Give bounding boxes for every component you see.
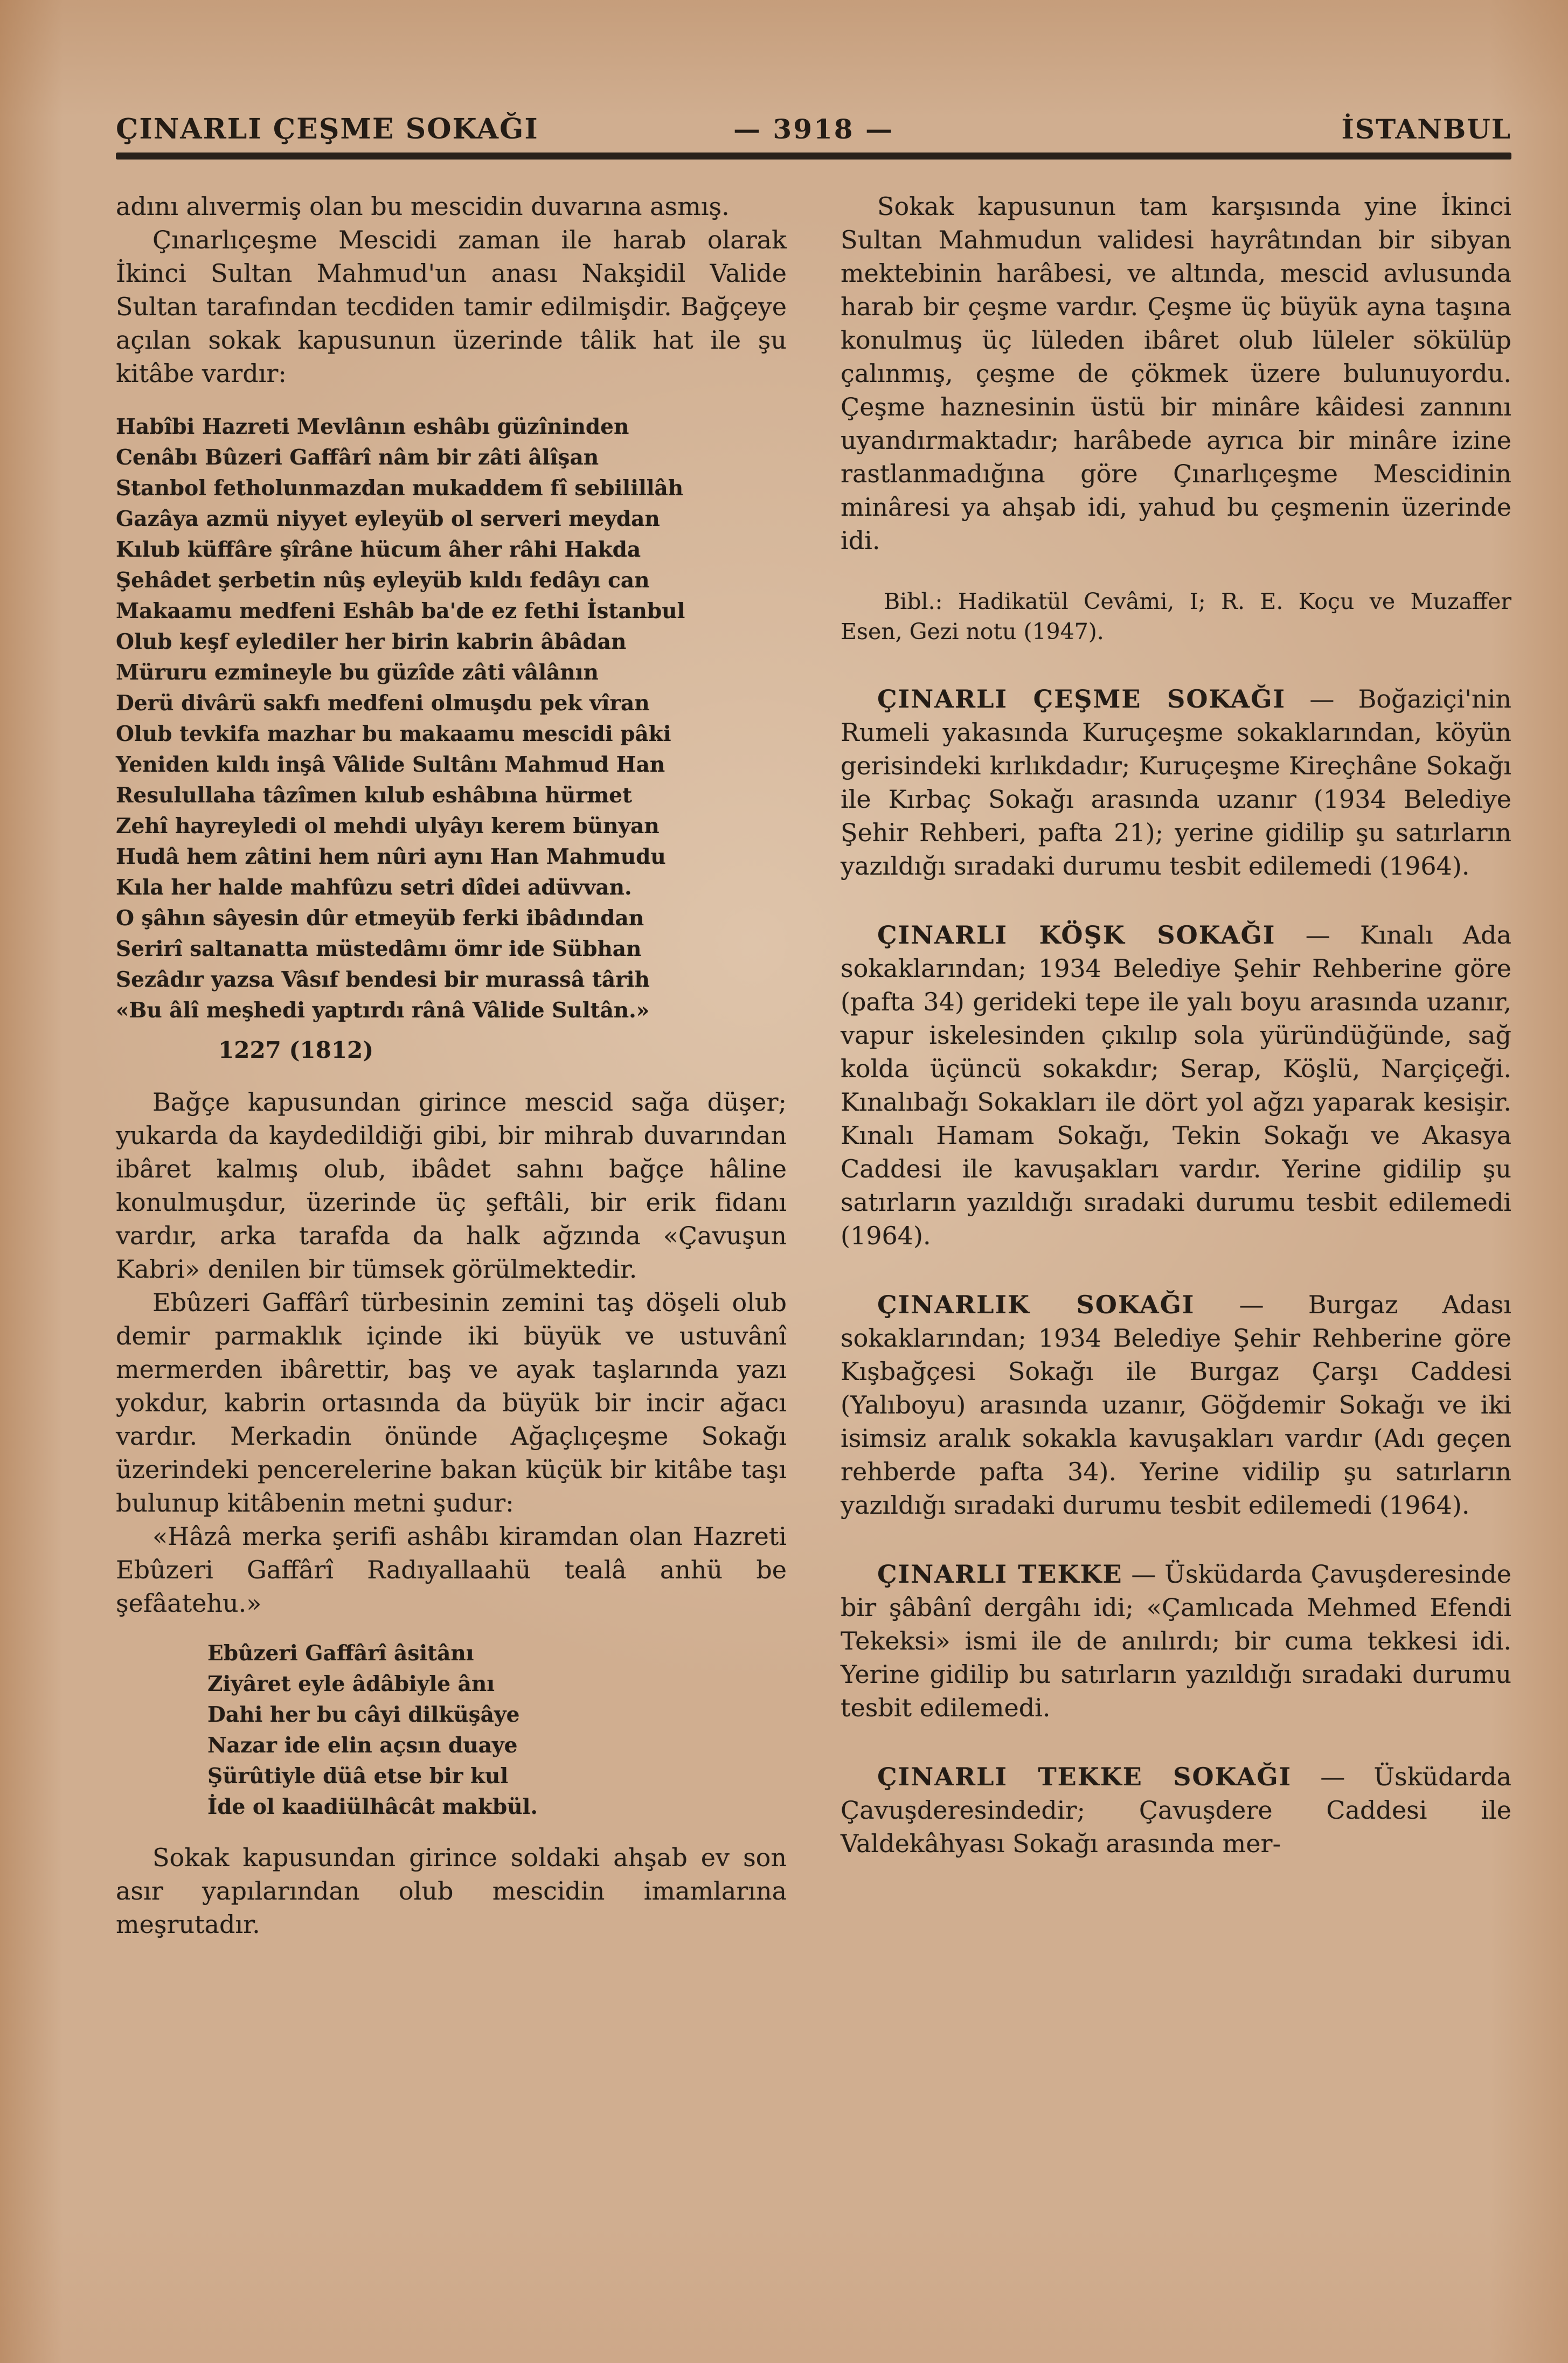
left-column — [116, 190, 787, 1941]
paragraph — [116, 190, 787, 223]
paragraph-text: adını alıvermiş olan bu mescidin duvarına asmış. — [116, 192, 730, 221]
paragraph-text: «Hâzâ merka şerifi ashâbı kiramdan olan Hazreti Ebûzeri Gaffârî Radıyallaahü tealâ anhü be şefâatehu.» — [116, 1522, 787, 1618]
verse-line: Resulullaha tâzîmen kılub eshâbına hürmet — [116, 783, 632, 808]
verse-line: Hudâ hem zâtini hem nûri aynı Han Mahmudu — [116, 844, 666, 869]
verse-line: Kılub küffâre şîrâne hücum âher râhi Hakda — [116, 537, 641, 562]
paragraph — [116, 1841, 787, 1941]
paragraph — [116, 1085, 787, 1286]
entry-text: — Üsküdarda Çavuşderesinde bir şâbânî dergâhı idi; «Çamlıcada Mehmed Efendi Tekeksi» ismi ile de anılırdı; bir cuma tekkesi idi. Yerine gidilip bu satırların yazıldığı sıradaki durumu tesbit edilemedi. — [841, 1560, 1512, 1722]
paragraph-text: Ebûzeri Gaffârî türbesinin zemini taş döşeli olub demir parmaklık içinde iki büyük ve ustuvânî mermerden ibârettir, baş ve ayak taşlarında yazı yokdur, kabrin ortasında da büyük bir incir ağacı vardır. Merkadin önünde Ağaçlıçeşme Sokağı üzerindeki pencerelerine bakan küçük bir kitâbe taşı bulunup kitâbenin metni şudur: — [116, 1288, 787, 1517]
verse-line: Nazar ide elin açsın duaye — [207, 1733, 518, 1758]
paragraph-text: Sokak kapusundan girince soldaki ahşab ev son asır yapılarından olub mescidin imamlarına meşrutadır. — [116, 1843, 787, 1939]
right-column — [841, 190, 1511, 1941]
verse-line: Ziyâret eyle âdâbiyle ânı — [207, 1672, 495, 1696]
verse-line: Olub keşf eylediler her birin kabrin âbâdan — [116, 629, 627, 654]
verse-line: Ebûzeri Gaffârî âsitânı — [207, 1641, 474, 1666]
verse-line: Şürûtiyle düâ etse bir kul — [207, 1764, 509, 1789]
verse-line: Stanbol fetholunmazdan mukaddem fî sebilillâh — [116, 476, 684, 501]
verse-line: Olub tevkifa mazhar bu makaamu mescidi pâki — [116, 722, 671, 746]
paragraph — [841, 190, 1511, 557]
verse-line: Kıla her halde mahfûzu setri dîdei adüvvan. — [116, 875, 632, 900]
entry-paragraph — [841, 918, 1511, 1252]
page-number: — 3918 — — [733, 113, 894, 145]
entry-term: ÇINARLIK SOKAĞI — [877, 1290, 1195, 1319]
verse-line: Yeniden kıldı inşâ Vâlide Sultânı Mahmud Han — [116, 752, 665, 777]
verse-line: Makaamu medfeni Eshâb ba'de ez fethi İstanbul — [116, 599, 685, 623]
verse-line: Habîbi Hazreti Mevlânın eshâbı güzîninden — [116, 414, 629, 439]
entry-paragraph — [841, 1760, 1511, 1860]
entry-text: — Burgaz Adası sokaklarından; 1934 Belediye Şehir Rehberine göre Kışbağçesi Sokağı ile Burgaz Çarşı Caddesi (Yalıboyu) arasında uzanır, Göğdemir Sokağı ve iki isimsiz aralık sokakla kavuşakları vardır (Adı geçen rehberde pafta 34). Yerine vidilip şu satırların yazıldığı sıradaki durumu tesbit edilemedi (1964). — [841, 1290, 1511, 1520]
entry-text: — Üsküdarda Çavuşderesindedir; Çavuşdere Caddesi ile Valdekâhyası Sokağı arasında mer- — [841, 1762, 1511, 1858]
paragraph-text: Bağçe kapusundan girince mescid sağa düşer; yukarda da kaydedildiği gibi, bir mihrab duvarından ibâret kalmış olub, ibâdet sahnı bağçe hâline konulmuşdur, üzerinde üç şeftâli, bir erik fidanı vardır, arka tarafda da halk ağzında «Çavuşun Kabri» denilen bir tümsek görülmektedir. — [116, 1087, 787, 1284]
verse-line: Şehâdet şerbetin nûş eyleyüb kıldı fedâyı can — [116, 568, 650, 593]
entry-paragraph — [841, 1557, 1511, 1724]
verse-line: Gazâya azmü niyyet eyleyüb ol serveri meydan — [116, 507, 660, 531]
entry-term: ÇINARLI KÖŞK SOKAĞI — [877, 920, 1276, 950]
header-rule — [116, 153, 1511, 160]
verse-line: Sezâdır yazsa Vâsıf bendesi bir murassâ târih — [116, 967, 650, 992]
bibliography-note: Bibl.: Hadikatül Cevâmi, I; R. E. Koçu ve Muzaffer Esen, Gezi notu (1947). — [841, 588, 1511, 645]
entry-paragraph — [841, 1288, 1511, 1522]
verse-block — [116, 412, 787, 1026]
text-columns — [116, 190, 1511, 1941]
entry-term: ÇINARLI TEKKE — [877, 1560, 1123, 1589]
paragraph — [116, 1520, 787, 1620]
entry-paragraph — [841, 682, 1511, 883]
running-header — [116, 110, 1511, 148]
verse-line: İde ol kaadiülhâcât makbül. — [207, 1794, 538, 1819]
verse-line: Cenâbı Bûzeri Gaffârî nâm bir zâti âlîşan — [116, 445, 599, 470]
verse-line: O şâhın sâyesin dûr etmeyüb ferki ibâdından — [116, 906, 644, 931]
verse-line: Derü divârü sakfı medfeni olmuşdu pek vîran — [116, 691, 650, 716]
paragraph — [116, 1286, 787, 1520]
verse-block — [207, 1638, 787, 1823]
running-title: ÇINARLI ÇEŞME SOKAĞI — [116, 113, 539, 145]
verse-line: Serirî saltanatta müstedâmı ömr ide Sübhan — [116, 937, 642, 961]
paragraph-text: Sokak kapusunun tam karşısında yine İkinci Sultan Mahmudun validesi hayrâtından bir sibyan mektebinin harâbesi, ve altında, mescid avlusunda harab bir çeşme vardır. Çeşme üç büyük ayna taşına konulmuş üç lüleden ibâret olub lüleler sökülüp çalınmış, çeşme de çökmek üzere bulunuyordu. Çeşme haznesinin üstü bir minâre kâidesi zannını uyandırmaktadır; harâbede ayrıca bir minâre izine rastlanmadığına göre Çınarlıçeşme Mescidinin minâresi ya ahşab idi, yahud bu çeşmenin üzerinde idi. — [841, 192, 1511, 555]
chronogram-date: 1227 (1812) — [218, 1037, 374, 1063]
verse-line: Müruru ezmineyle bu güzîde zâti vâlânın — [116, 660, 599, 685]
verse-line: Dahi her bu câyi dilküşâye — [207, 1702, 520, 1727]
entry-text: — Kınalı Ada sokaklarından; 1934 Belediye Şehir Rehberine göre (pafta 34) gerideki tepe ile yalı boyu arasında uzanır, vapur iskelesinden çıkılıp sola yüründüğünde, sağ kolda üçüncü sokakdır; Serap, Köşlü, Narçiçeği. Kınalıbağı Sokakları ile dört yol ağzı yaparak kesişir. Kınalı Hamam Sokağı, Tekin Sokağı ve Akasya Caddesi ile kavuşakları vardır. Yerine gidilip şu satırların yazıldığı sıradaki durumu tesbit edilemedi (1964). — [841, 920, 1512, 1250]
paragraph-text: Çınarlıçeşme Mescidi zaman ile harab olarak İkinci Sultan Mahmud'un anası Nakşidil Valide Sultan tarafından tecdiden tamir edilmişdir. Bağçeye açılan sokak kapusunun üzerinde tâlik hat ile şu kitâbe vardır: — [116, 225, 787, 388]
verse-line: «Bu âlî meşhedi yaptırdı rânâ Vâlide Sultân.» — [116, 998, 650, 1023]
verse-line: Zehî hayreyledi ol mehdi ulyâyı kerem bünyan — [116, 814, 660, 839]
entry-text: — Boğaziçi'nin Rumeli yakasında Kuruçeşme sokaklarından, köyün gerisindeki kırlıkdadır; Kuruçeşme Kireçhâne Sokağı ile Kırbaç Sokağı arasında uzanır (1934 Belediye Şehir Rehberi, pafta 21); yerine gidilip şu satırların yazıldığı sıradaki durumu tesbit edilemedi (1964). — [841, 684, 1511, 881]
running-city: İSTANBUL — [1341, 113, 1512, 145]
entry-term: ÇINARLI ÇEŞME SOKAĞI — [877, 684, 1286, 713]
entry-term: ÇINARLI TEKKE SOKAĞI — [877, 1762, 1292, 1791]
paragraph — [116, 223, 787, 390]
